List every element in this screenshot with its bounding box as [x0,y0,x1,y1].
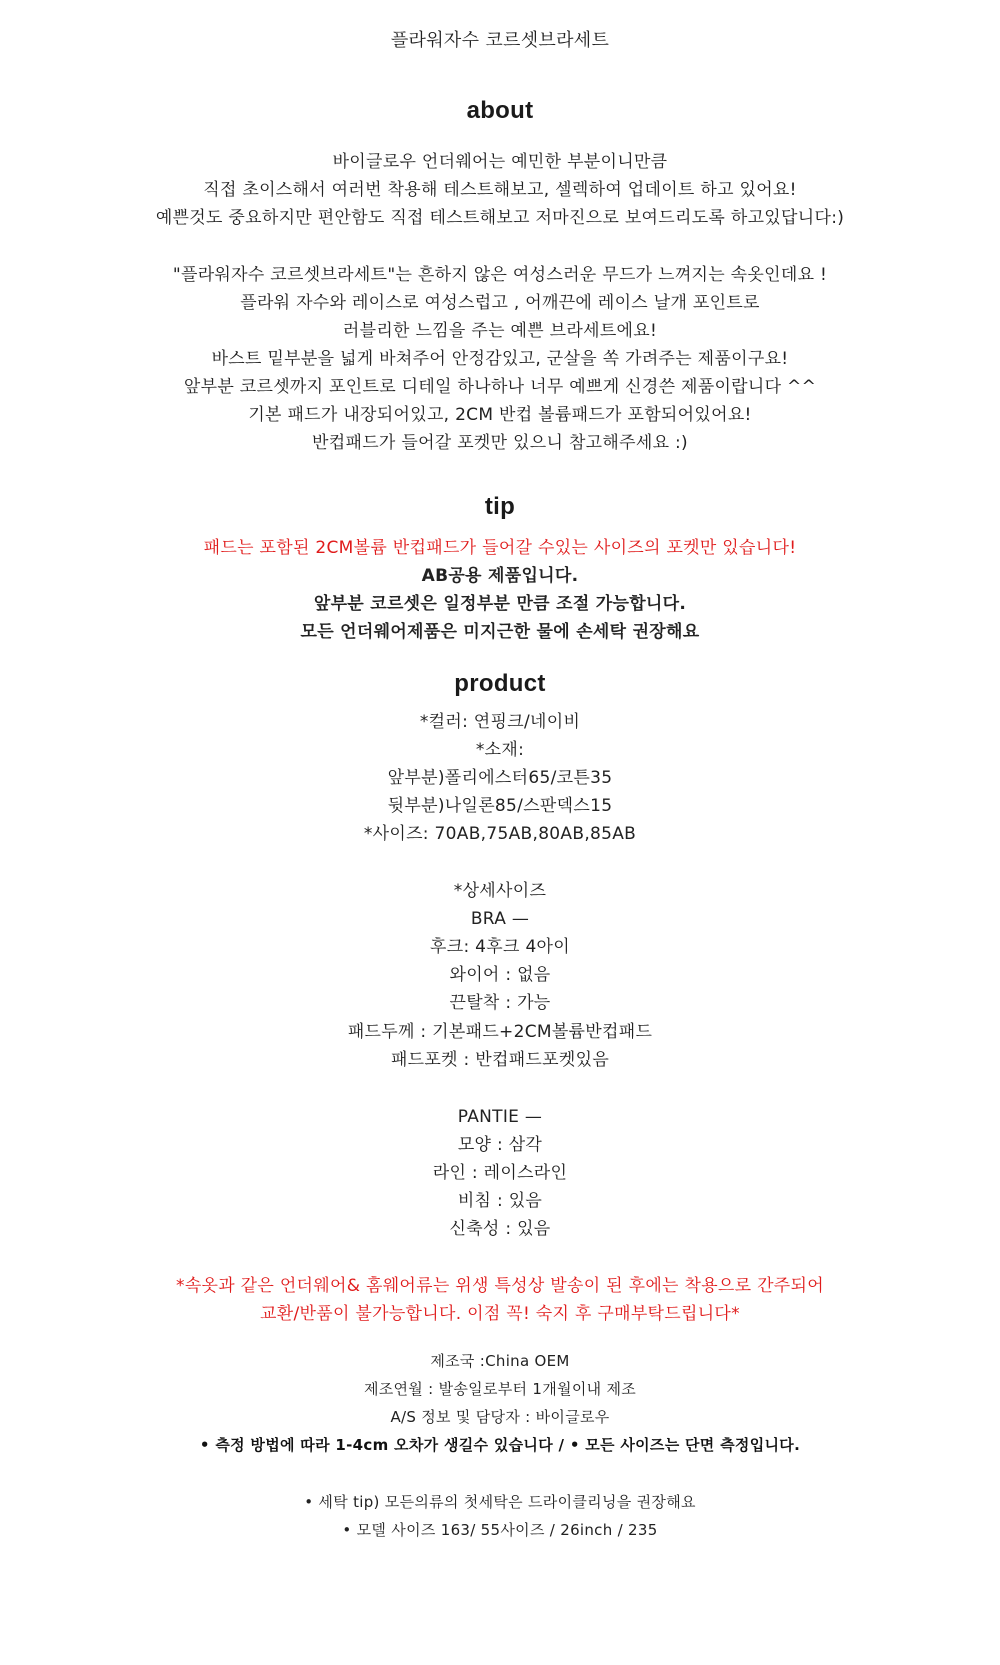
exchange-notice-line: *속옷과 같은 언더웨어& 홈웨어류는 위생 특성상 발송이 된 후에는 착용으로 간주되어 [176,1276,824,1296]
pantie-line: PANTIE — [457,1107,543,1127]
about-line: 앞부분 코르셋까지 포인트로 디테일 하나하나 너무 예쁘게 신경쓴 제품이랍니다 ^^ [183,377,817,397]
about-line: 러블리한 느낌을 주는 예쁜 브라세트에요! [342,321,658,341]
bra-line: BRA — [470,909,530,929]
tip-line: 모든 언더웨어제품은 미지근한 물에 손세탁 권장해요 [300,622,700,642]
pantie-line: 비침 : 있음 [457,1191,543,1211]
bra-line: 패드두께 : 기본패드+2CM볼륨반컵패드 [347,1022,653,1042]
about-line: "플라워자수 코르셋브라세트"는 흔하지 않은 여성스러운 무드가 느껴지는 속옷인데요 ! [172,265,828,285]
spec-line: 뒷부분)나일론85/스판덱스15 [387,796,613,816]
about-line: 바스트 밑부분을 넓게 바쳐주어 안정감있고, 군살을 쏙 가려주는 제품이구요! [211,349,789,369]
info-line: 제조국 :China OEM [430,1352,570,1370]
about-line: 반컵패드가 들어갈 포켓만 있으니 참고해주세요 :) [312,433,688,453]
tip-line: AB공용 제품입니다. [421,566,579,586]
bra-line: 패드포켓 : 반컵패드포켓있음 [390,1050,610,1070]
product-title: 플라워자수 코르셋브라세트 [390,30,610,51]
about-heading: about [466,97,534,124]
spec-line: *사이즈: 70AB,75AB,80AB,85AB [363,824,637,844]
about-line: 직접 초이스해서 여러번 착용해 테스트해보고, 셀렉하여 업데이트 하고 있어요! [203,180,797,200]
spec-line: *소재: [475,740,525,760]
measure-note: • 측정 방법에 따라 1-4cm 오차가 생길수 있습니다 / • 모든 사이즈는 단면 측정입니다. [199,1436,801,1454]
bra-line: 와이어 : 없음 [449,965,551,985]
tip-warning-line: 패드는 포함된 2CM볼륨 반컵패드가 들어갈 수있는 사이즈의 포켓만 있습니다! [203,538,797,558]
bra-line: 후크: 4후크 4아이 [430,937,570,957]
pantie-line: 신축성 : 있음 [449,1219,551,1239]
pantie-line: 라인 : 레이스라인 [432,1163,568,1183]
pantie-line: 모양 : 삼각 [457,1135,543,1155]
info-line: 제조연월 : 발송일로부터 1개월이내 제조 [363,1380,637,1398]
about-line: 바이글로우 언더웨어는 예민한 부분이니만큼 [332,152,668,172]
spec-line: *컬러: 연핑크/네이비 [419,712,581,732]
bra-line: 끈탈착 : 가능 [449,993,551,1013]
spec-line: 앞부분)폴리에스터65/코튼35 [387,768,613,788]
model-size: • 모델 사이즈 163/ 55사이즈 / 26inch / 235 [342,1521,658,1539]
wash-tip: • 세탁 tip) 모든의류의 첫세탁은 드라이클리닝을 권장해요 [304,1493,696,1511]
info-line: A/S 정보 및 담당자 : 바이글로우 [390,1408,610,1426]
about-line: 기본 패드가 내장되어있고, 2CM 반컵 볼륨패드가 포함되어있어요! [248,405,752,425]
about-line: 플라워 자수와 레이스로 여성스럽고 , 어깨끈에 레이스 날개 포인트로 [240,293,760,313]
exchange-notice-line: 교환/반품이 불가능합니다. 이점 꼭! 숙지 후 구매부탁드립니다* [260,1304,740,1324]
tip-heading: tip [484,493,516,520]
detail-size-heading: *상세사이즈 [453,881,547,901]
tip-line: 앞부분 코르셋은 일정부분 만큼 조절 가능합니다. [313,594,687,614]
about-line: 예쁜것도 중요하지만 편안함도 직접 테스트해보고 저마진으로 보여드리도록 하고있답니다:) [155,208,845,228]
product-heading: product [454,670,546,697]
